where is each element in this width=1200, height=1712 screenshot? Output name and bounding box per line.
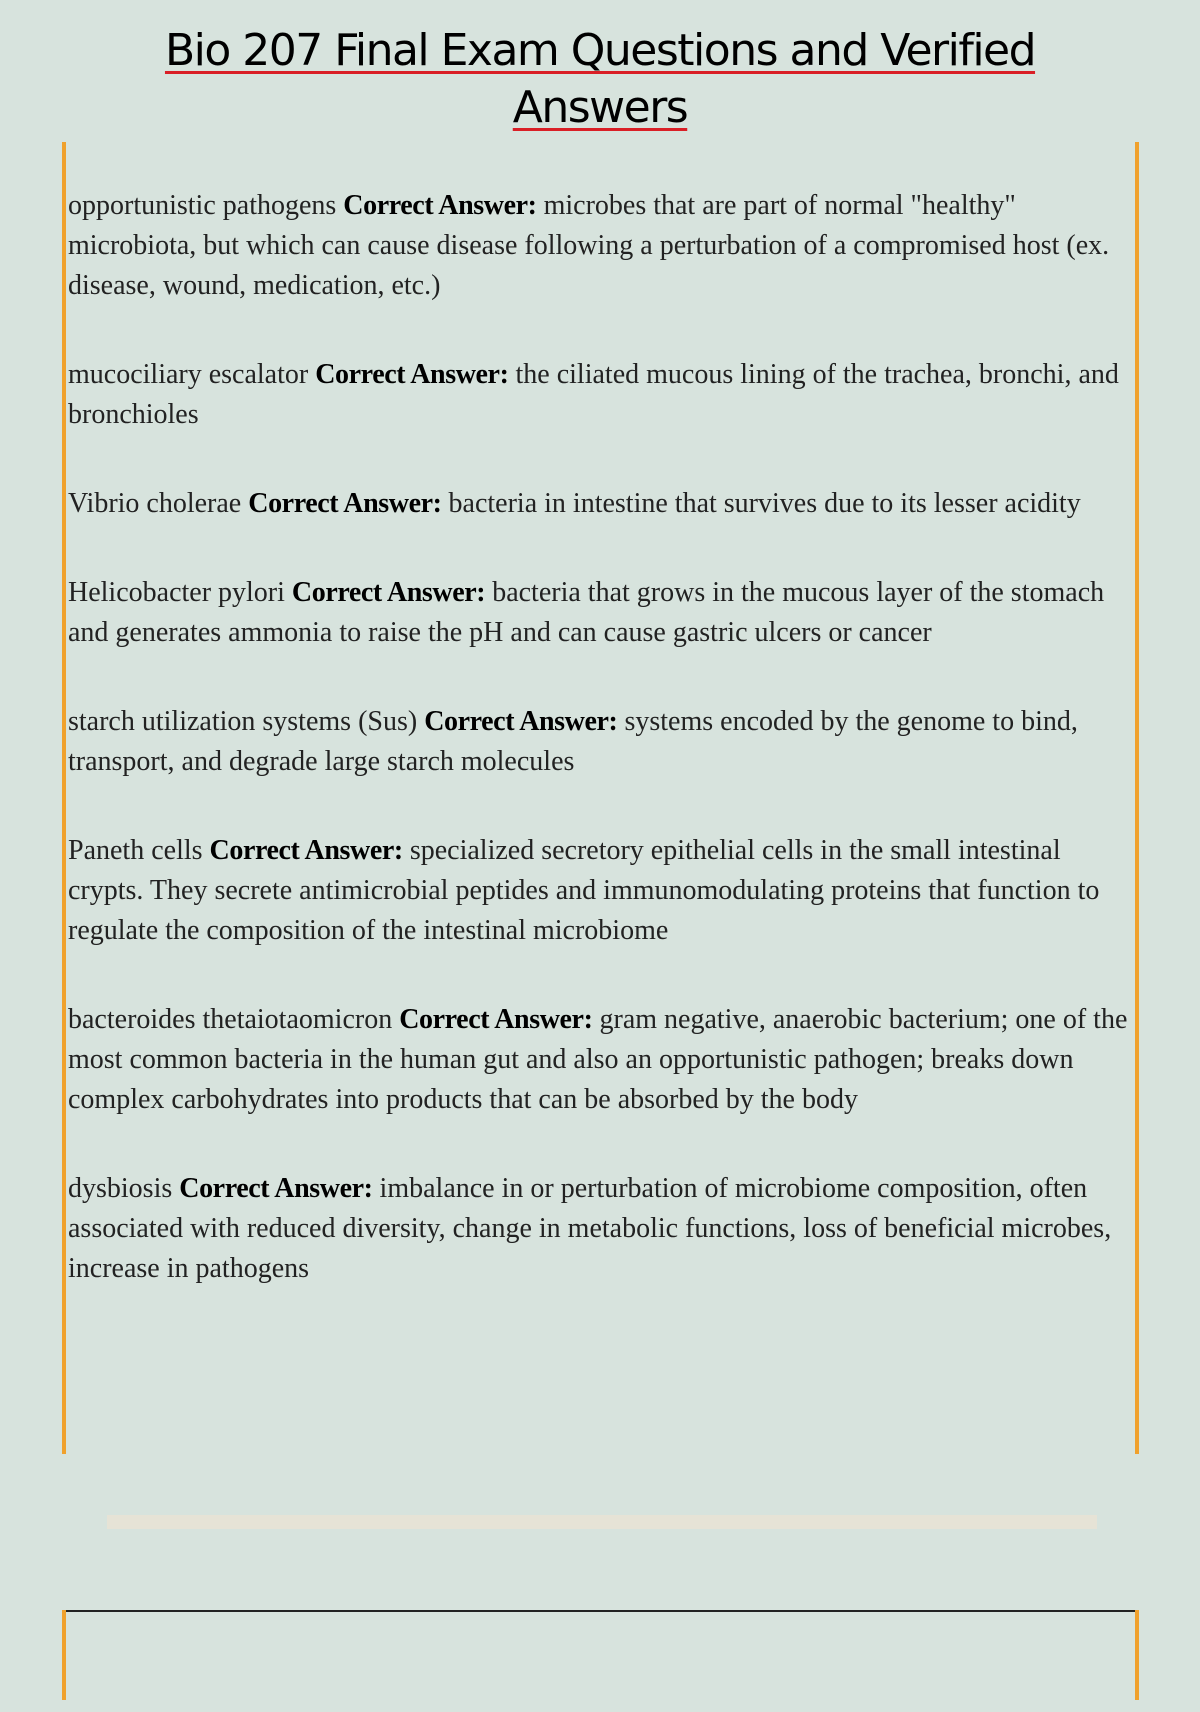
qa-term: dysbiosis (68, 1173, 180, 1204)
correct-answer-label: Correct Answer: (315, 359, 509, 390)
qa-definition: the ciliated mucous lining of the trachea, bronchi, and bronchioles (68, 359, 1119, 430)
correct-answer-label: Correct Answer: (424, 706, 618, 737)
qa-term: mucociliary escalator (68, 359, 316, 390)
next-page-right-border (1135, 1610, 1139, 1700)
correct-answer-label: Correct Answer: (343, 190, 537, 221)
qa-term: opportunistic pathogens (68, 190, 344, 221)
qa-entry (68, 831, 1140, 951)
qa-term: starch utilization systems (Sus) (68, 706, 425, 737)
correct-answer-label: Correct Answer: (248, 488, 442, 519)
qa-definition: gram negative, anaerobic bacterium; one of the most common bacteria in the human gut and also an opportunistic pathogen; breaks down complex carbohydrates into products that can be absorbed by the body (68, 1004, 1128, 1115)
page-title-text: Bio 207 Final Exam Questions and Verified Answers (164, 25, 1036, 133)
qa-definition: microbes that are part of normal "healthy" microbiota, but which can cause disease following a perturbation of a compromised host (ex. disease, wound, medication, etc.) (68, 190, 1110, 301)
qa-definition: specialized secretory epithelial cells in the small intestinal crypts. They secrete antimicrobial peptides and immunomodulating proteins that function to regulate the composition of the intestinal microbiome (68, 835, 1100, 946)
correct-answer-label: Correct Answer: (179, 1173, 373, 1204)
qa-definition: systems encoded by the genome to bind, transport, and degrade large starch molecules (68, 706, 1078, 777)
correct-answer-label: Correct Answer: (291, 577, 486, 608)
qa-entry (68, 355, 1140, 435)
qa-term: Helicobacter pylori (68, 577, 292, 608)
qa-entry (68, 484, 1140, 524)
qa-entry (68, 1169, 1140, 1289)
qa-entry (68, 1000, 1140, 1120)
correct-answer-label: Correct Answer: (209, 835, 403, 866)
qa-term: Vibrio cholerae (68, 488, 249, 519)
next-page-box (63, 1610, 1137, 1712)
qa-entry (68, 186, 1140, 306)
qa-term: Paneth cells (68, 835, 210, 866)
qa-definition: bacteria that grows in the mucous layer of the stomach and generates ammonia to raise the pH and can cause gastric ulcers or cancer (68, 577, 1105, 648)
next-page-left-border (62, 1610, 66, 1700)
qa-list (68, 186, 1140, 1338)
qa-term: bacteroides thetaiotaomicron (68, 1004, 400, 1035)
qa-definition: bacteria in intestine that survives due to its lesser acidity (441, 488, 1081, 519)
qa-definition: imbalance in or perturbation of microbiome composition, often associated with reduced diversity, change in metabolic functions, loss of beneficial microbes, increase in pathogens (68, 1173, 1112, 1284)
qa-entry (68, 573, 1140, 653)
separator-bar (107, 1515, 1097, 1529)
qa-entry (68, 702, 1140, 782)
page-title (100, 22, 1100, 136)
correct-answer-label: Correct Answer: (399, 1004, 593, 1035)
left-border (62, 142, 66, 1454)
